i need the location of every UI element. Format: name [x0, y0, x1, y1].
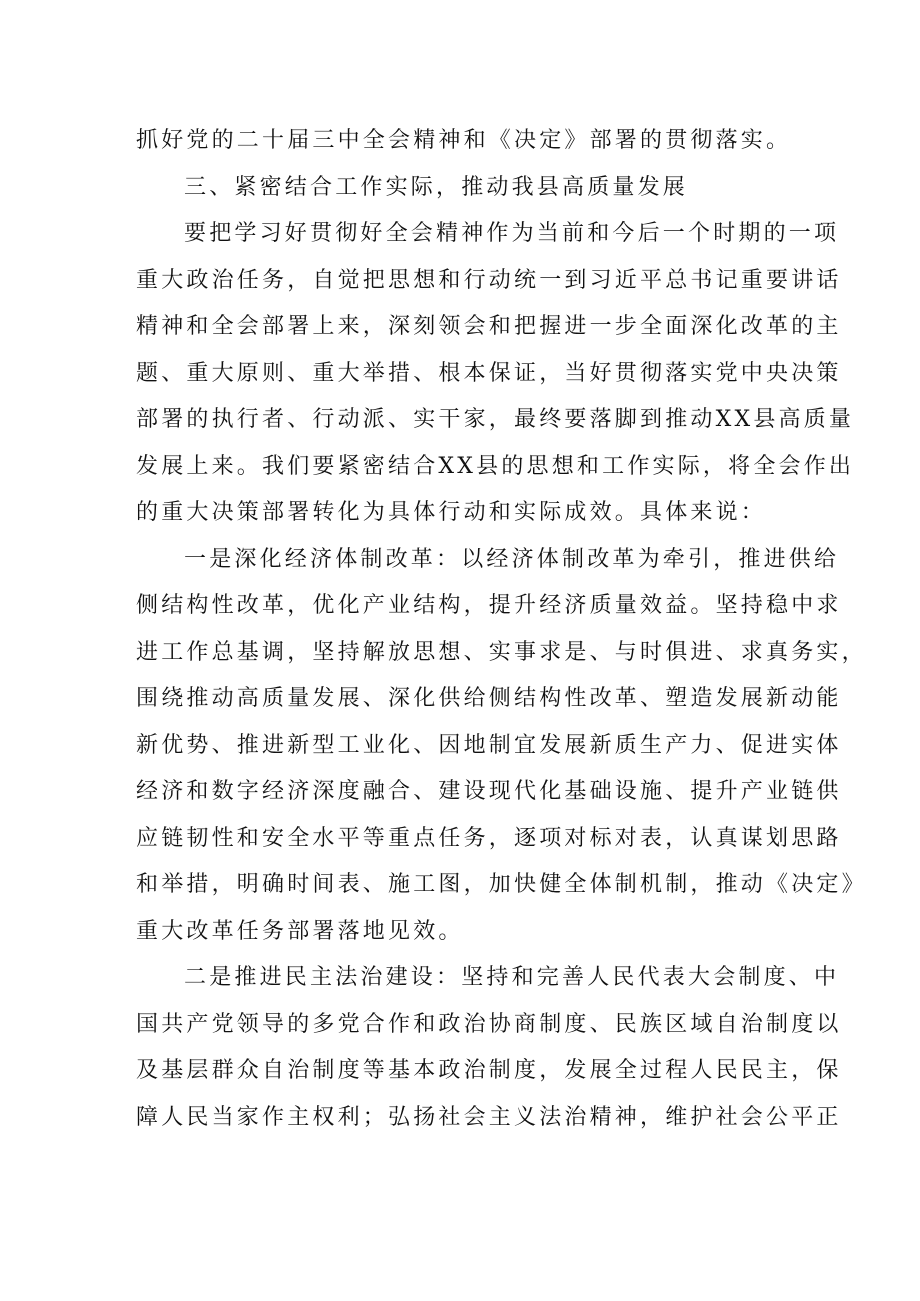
text-line-13: 围绕推动高质量发展、深化供给侧结构性改革、塑造发展新动能 [136, 686, 842, 711]
text-line-7: 部署的执行者、行动派、实干家，最终要落脚到推动XX县高质量 [136, 407, 855, 432]
text-line-3: 要把学习好贯彻好全会精神作为当前和今后一个时期的一项 [184, 221, 840, 246]
text-line-19: 二是推进民主法治建设：坚持和完善人民代表大会制度、中 [184, 965, 840, 990]
text-line-4: 重大政治任务，自觉把思想和行动统一到习近平总书记重要讲话 [136, 267, 842, 293]
text-line-16: 应链韧性和安全水平等重点任务，逐项对标对表，认真谋划思路 [136, 825, 842, 851]
text-line-22: 障人民当家作主权利；弘扬社会主义法治精神，维护社会公平正 [136, 1104, 842, 1130]
text-line-9: 的重大决策部署转化为具体行动和实际成效。具体来说： [136, 500, 767, 525]
text-line-11: 侧结构性改革，优化产业结构，提升经济质量效益。坚持稳中求 [136, 593, 842, 618]
text-line-18: 重大改革任务部署落地见效。 [136, 918, 464, 944]
text-line-15: 经济和数字经济深度融合、建设现代化基础设施、提升产业链供 [136, 779, 842, 804]
text-line-20: 国共产党领导的多党合作和政治协商制度、民族区域自治制度以 [136, 1011, 842, 1037]
text-line-17: 和举措，明确时间表、施工图，加快健全体制机制，推动《决定》 [136, 872, 867, 897]
text-line-5: 精神和全会部署上来，深刻领会和把握进一步全面深化改革的主 [136, 314, 842, 339]
section-heading-3: 三、紧密结合工作实际，推动我县高质量发展 [184, 174, 689, 200]
text-line-21: 及基层群众自治制度等基本政治制度，发展全过程人民民主，保 [136, 1058, 842, 1083]
text-line-8: 发展上来。我们要紧密结合XX县的思想和工作实际，将全会作出 [136, 453, 855, 479]
text-line-12: 进工作总基调，坚持解放思想、实事求是、与时俱进、求真务实， [136, 639, 867, 665]
text-line-10: 一是深化经济体制改革：以经济体制改革为牵引，推进供给 [184, 546, 840, 572]
text-line-1: 抓好党的二十届三中全会精神和《决定》部署的贯彻落实。 [136, 128, 792, 153]
text-line-14: 新优势、推进新型工业化、因地制宜发展新质生产力、促进实体 [136, 732, 842, 758]
text-line-6: 题、重大原则、重大举措、根本保证，当好贯彻落实党中央决策 [136, 360, 842, 386]
